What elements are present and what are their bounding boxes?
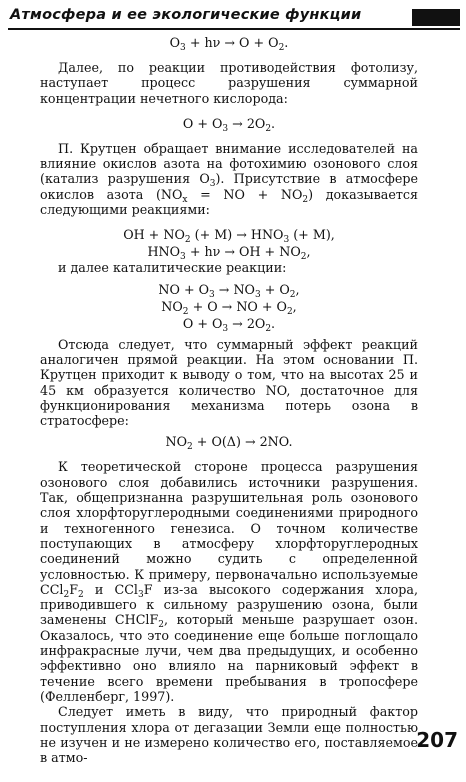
page-number: 207 [416, 728, 458, 752]
equation: $O + O_3 \to 2O_2$. [182, 315, 276, 334]
paragraph: Отсюда следует, что суммарный эффект реакций аналогичен прямой реакции. На этом основании П. Крутцен приходит к выводу о том, что на высотах 25 и 45 км образуется количество NO, достаточное для функционирования механизма потерь озона в стратосфере: [40, 336, 418, 429]
spacer [40, 450, 418, 459]
equation: $NO_2 + O(\Delta) \to 2NO$. [165, 434, 293, 453]
running-header [8, 6, 460, 30]
equation: OH + $NO_2$ (+ $M) \to HNO_3$ (+ M), [123, 227, 335, 246]
equation: NO + $O_3 \to NO_3 + O_2$, [158, 281, 300, 300]
paragraph: Далее, по реакции противодействия фотолизу, наступает процесс разрушения суммарной концентрации нечетного кислорода: [40, 60, 418, 106]
paragraph: К теоретической стороне процесса разрушения озонового слоя добавились источники разрушения. Так, общепризнанна разрушительная роль озонового слоя хлорфторуглеродными соединениями природного и техногенного генезиса. О точном количестве поступающих в атмосферу хлорфторуглеродных соединений можно судить с определенной условностью. К примеру, первоначально используемые $CCl_2F_2$ и CCl$_3$F из-за высокого содержания хлора, приводившего к сильному разрушению озона, были заменены CHClF$_2$, который меньше разрушает озон. Оказалось, что это соединение еще больше поглощало инфракрасные лучи, чем два предыдущих, и особенно эффективно оно влияло на парниковый эффект в течение всего времени пребывания в тропосфере (Фелленберг, 1997). [40, 459, 418, 704]
equation: $O + O_3 \to 2O_2$. [182, 115, 276, 134]
spacer [40, 106, 418, 115]
header-black-block [412, 9, 460, 26]
equation: $HNO_3 + h\nu$ → OH + $NO_2$, [147, 244, 311, 263]
equation: $O_3 + h\nu \to O + O_2$. [169, 35, 289, 53]
spacer [40, 217, 418, 226]
paragraph: Следует иметь в виду, что природный фактор поступления хлора от дегазации Земли еще полностью не изучен и не измерено количество его, поставляемое в атмо- [40, 704, 418, 766]
equation: $NO_2 + O$ → NO + $O_2$, [161, 298, 297, 317]
paragraph: П. Крутцен обращает внимание исследователей на влияние окислов азота на фотохимию озонового слоя (катализ разрушения $O_3$). Присутствие в атмосфере окислов азота ($NO_x$ = NO + $NO_2$) доказывается следующими реакциями: [40, 140, 418, 218]
spacer [40, 132, 418, 141]
paragraph: и далее каталитические реакции: [58, 260, 287, 276]
spacer [40, 51, 418, 60]
running-header-title: Атмосфера и ее экологические функции [10, 7, 362, 23]
page-body [40, 34, 418, 765]
